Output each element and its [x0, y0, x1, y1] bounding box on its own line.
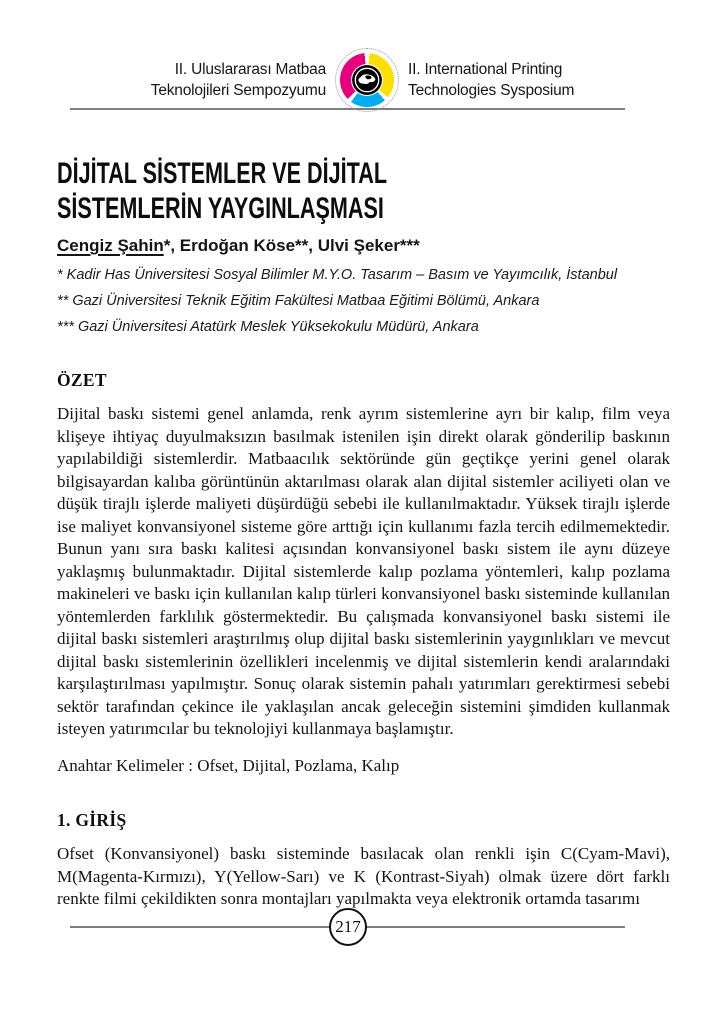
article-title-line2: SİSTEMLERİN YAYGINLAŞMASI: [57, 192, 384, 225]
conference-logo: [335, 48, 399, 112]
page-number: 217: [335, 917, 361, 936]
affiliation-3: *** Gazi Üniversitesi Atatürk Meslek Yüksekokulu Müdürü, Ankara: [57, 319, 479, 335]
affiliation-2: ** Gazi Üniversitesi Teknik Eğitim Fakültesi Matbaa Eğitimi Bölümü, Ankara: [57, 293, 540, 309]
conference-name-turkish-line1: II. Uluslararası Matbaa: [174, 61, 327, 78]
article-title-line1: DİJİTAL SİSTEMLER VE DİJİTAL: [57, 157, 388, 190]
conference-name-english-line2: Technologies Sysposium: [408, 82, 575, 99]
conference-name-english: [408, 59, 574, 101]
conference-name-turkish: [151, 59, 326, 101]
authors-line: [57, 235, 670, 257]
affiliation-1: * Kadir Has Üniversitesi Sosyal Bilimler M.Y.O. Tasarım – Basım ve Yayımcılık, İstanbul: [57, 267, 618, 283]
globe-icon: [352, 65, 382, 95]
conference-name-english-line1: II. International Printing: [408, 61, 563, 78]
authors-rest: *, Erdoğan Köse**, Ulvi Şeker***: [163, 236, 420, 255]
conference-header: [0, 48, 725, 112]
page-number-badge: [329, 908, 367, 946]
article-content: [0, 156, 725, 911]
author-primary: Cengiz Şahin: [57, 236, 164, 255]
keywords-line: Anahtar Kelimeler : Ofset, Dijital, Pozlama, Kalıp: [57, 755, 400, 775]
abstract-paragraph: Dijital baskı sistemi genel anlamda, renk ayrım sistemlerine ayrı bir kalıp, film veya klişeye ihtiyaç duyulmaksızın basılmak istenilen işin direkt olarak gönderilip baskının yapılabildiği sistemlerdir. Matbaacılık sektöründe gün geçtikçe yerini genel olarak bilgisayardan kalıba görüntünün aktarılması olarak alan dijital sistemler aciliyeti olan ve düşük tirajlı işlerde maliyeti düşürdüğü sebebi ile kullanılmaktadır. Yüksek tirajlı işlerde ise maliyet konvansiyonel sisteme göre arttığı için kullanımı fazla tercih edilmemektedir. Bunun yanı sıra baskı kalitesi açısından konvansiyonel baskı sistem ile aynı düzeye yaklaşmış bulunmaktadır. Dijital sistemlerde kalıp pozlama yöntemleri, kalıp pozlama makineleri ve baskı için kullanılan kalıp türleri konvansiyonel baskı sisteminde kullanılan yöntemlerden farklılık göstermektedir. Bu çalışmada konvansiyonel baskı sistemi ile dijital baskı sistemleri araştırılmış olup dijital baskı sistemlerinin yaygınlıkları ve mevcut dijital baskı sistemlerinin özellikleri incelenmiş ve dijital sistemlerin kendi aralarındaki karşılaştırılması yapılmıştır. Sonuç olarak sistemin pahalı yatırımları gerektirmesi sebebi sektör tarafından çekince ile yaklaşılan ancak geleceğin sistemini şimdiden kullanmak isteyen yatırımcılar bu teknolojiyi kullanmaya başlamıştır.: [57, 404, 670, 738]
conference-name-turkish-line2: Teknolojileri Sempozyumu: [150, 82, 327, 99]
article-title: [57, 156, 670, 226]
abstract-heading: ÖZET: [57, 370, 107, 390]
section-1-paragraph: Ofset (Konvansiyonel) baskı sisteminde basılacak olan renkli işin C(Cyam-Mavi), M(Magenta-Kırmızı), Y(Yellow-Sarı) ve K (Kontrast-Siyah) olmak üzere dört farklı renkte filmi çekildikten sonra montajları yapılmakta veya elektronik ortamda tasarımı: [57, 844, 670, 908]
section-1-heading: 1. GİRİŞ: [57, 810, 127, 830]
affiliations: [57, 262, 670, 340]
